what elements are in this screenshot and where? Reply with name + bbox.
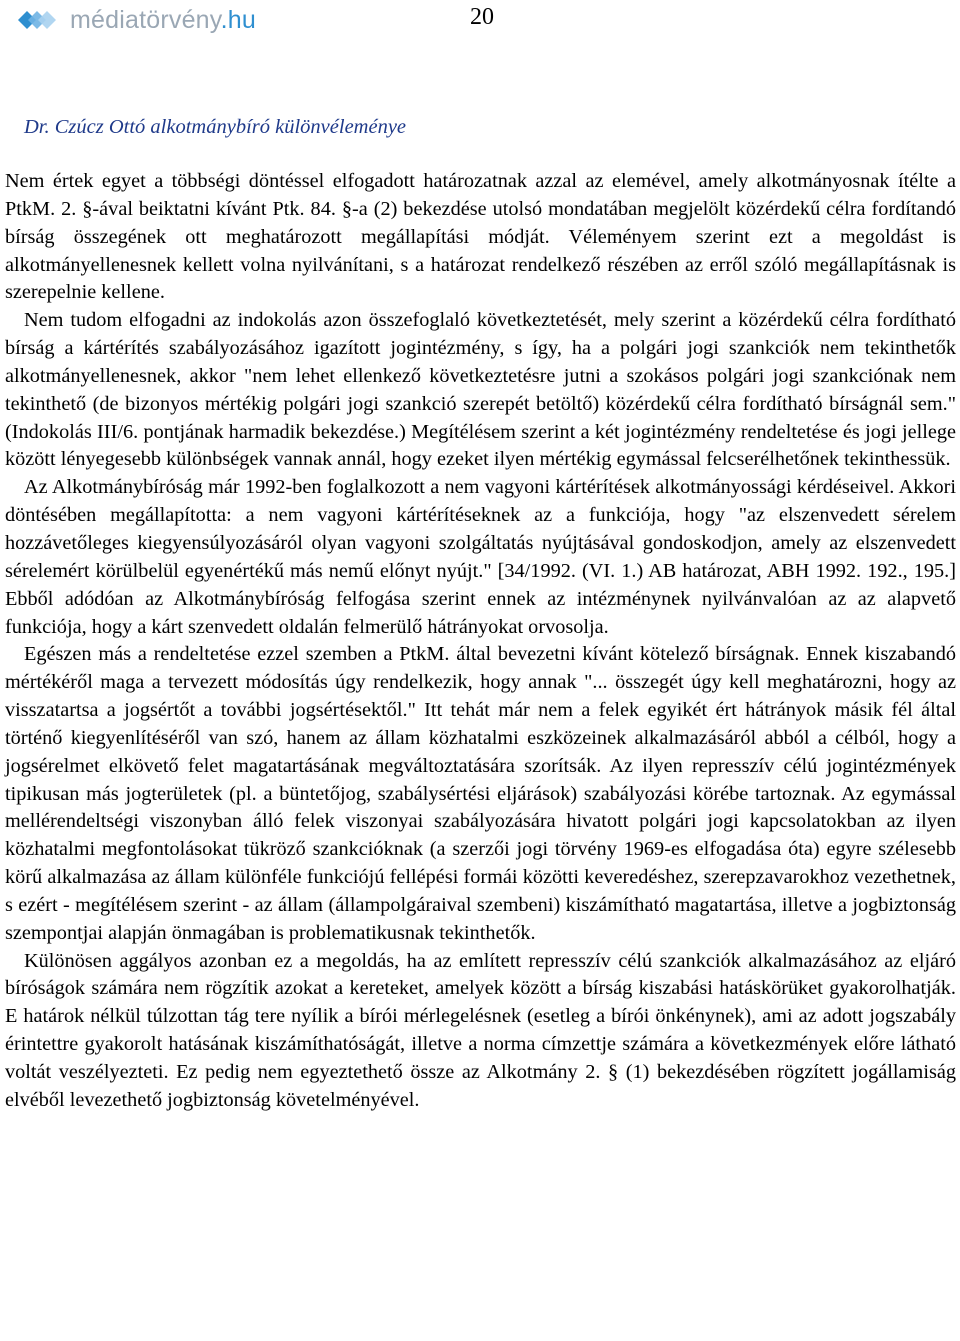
logo-text-tld: .hu — [220, 5, 256, 34]
page-number: 20 — [470, 4, 494, 30]
mediatorveny-logo — [8, 2, 256, 38]
body-paragraph: Különösen aggályos azonban ez a megoldás, ha az említett represszív célú szankciók alkalmazásához az eljáró bíróságok számára nem rögzítik azokat a kereteket, amelyek között a bírság kiszabási hatáskörüket gyakorolhatják. E határok nélkül túlzottan tág tere nyílik a bírói mérlegelésnek (esetleg a bírói önkénynek), ami az adott jogszabály érintettre gyakorolt hatásának kiszámíthatóságát, illetve a norma címzettje számára a következmények előre látható voltát veszélyezteti. Ez pedig nem egyeztethető össze az Alkotmány 2. § (1) bekezdésében rögzített jogállamiság elvéből levezethető jogbiztonság követelményével. — [5, 949, 956, 1111]
logo-text-main: médiatörvény — [70, 5, 221, 34]
body-paragraph: Nem értek egyet a többségi döntéssel elfogadott határozatnak azzal az elemével, amely alkotmányosnak ítélte a PtkM. 2. §-ával beiktatni kívánt Ptk. 84. §-a (2) bekezdése utolsó mondatában megjelölt közérdekű célra fordítandó bírság összegének ott meghatározott megállapítási módját. Véleményem szerint ezt a megoldást is alkotmányellenesnek kellett volna nyilvánítani, s a határozat rendelkező részében az erről szóló megállapításnak is szerepelnie kellene. — [5, 170, 956, 304]
diamond-logo-icon — [8, 3, 66, 37]
body-paragraph: Nem tudom elfogadni az indokolás azon összefoglaló következtetését, mely szerint a közérdekű célra fordítható bírság a kártérítés szabályozásához igazított jogintézmény, s így, ha a polgári jogi szankciók nem tekinthetők alkotmányellenesnek, akkor "nem lehet ellenkező következtetésre jutni a szokásos polgári jogi szankciónak nem tekinthető (de bizonyos mértékig polgári jogi szankció szerepét betöltő) közérdekű célra fordítható bírságnál sem." (Indokolás III/6. pontjának harmadik bekezdése.) Megítélésem szerint a két jogintézmény rendeltetése és jogi jellege között lényegesebb különbségek vannak annál, hogy ezeket ilyen mértékig egymással felcserélhetőnek tekinthessük. — [5, 309, 956, 471]
document-body — [5, 168, 956, 1115]
logo-wordmark — [70, 6, 256, 35]
body-paragraph: Egészen más a rendeltetése ezzel szemben a PtkM. által bevezetni kívánt kötelező bírságnak. Ennek kiszabandó mértékéről maga a tervezett módosítás úgy rendelkezik, hogy annak "... összegét úgy kell meghatározni, hogy az visszatartsa a jogsértőt a további jogsértésektől." Itt tehát már nem a felek egyikét ért hátrányok másik fél által történő kiegyenlítéséről van szó, hanem az állam közhatalmi eszközeinek alkalmazásáról abból a célból, hogy a jogsérelmet elkövető felet magatartásának megváltoztatására szorítsák. Az ilyen represszív célú jogintézmények tipikusan más jogterületek (pl. a büntetőjog, szabálysértési eljárások) szabályozási körébe tartoznak. Az egymással mellérendeltségi viszonyban álló felek viszonyai szabályozására hivatott polgári jogi kapcsolatokban az ilyen közhatalmi megfontolásokat tükröző szankcióknak (a szerzői jogi törvény 1969-es elfogadása óta) egyre szélesebb körű alkalmazása az állam különféle funkciójú fellépési formái közötti keveredéshez, szerepzavarokhoz vezethetnek, s ezért - megítélésem szerint - az állam (állampolgáraival szembeni) kiszámítható magatartása, illetve a jogbiztonság szempontjai alapján önmagában is problematikusnak tekinthetők. — [5, 643, 956, 944]
body-paragraph: Az Alkotmánybíróság már 1992-ben foglalkozott a nem vagyoni kártérítések alkotmányossági kérdéseivel. Akkori döntésében megállapította: a nem vagyoni kártérítéseknek az a funkciója, hogy "az elszenvedett sérelem hozzávetőleges kiegyensúlyozásáról olyan vagyoni szolgáltatás nyújtásával gondoskodjon, amely az elszenvedett sérelemért körülbelül egyenértékű más nemű előnyt nyújt." [34/1992. (VI. 1.) AB határozat, ABH 1992. 192., 195.] Ebből adódóan az Alkotmánybíróság felfogása szerint ennek az intézménynek nyilvánvalóan az az alapvető funkciója, hogy a kárt szenvedett oldalán felmerülő hátrányokat orvosolja. — [5, 476, 956, 638]
document-heading: Dr. Czúcz Ottó alkotmánybíró különvéleménye — [24, 116, 407, 138]
